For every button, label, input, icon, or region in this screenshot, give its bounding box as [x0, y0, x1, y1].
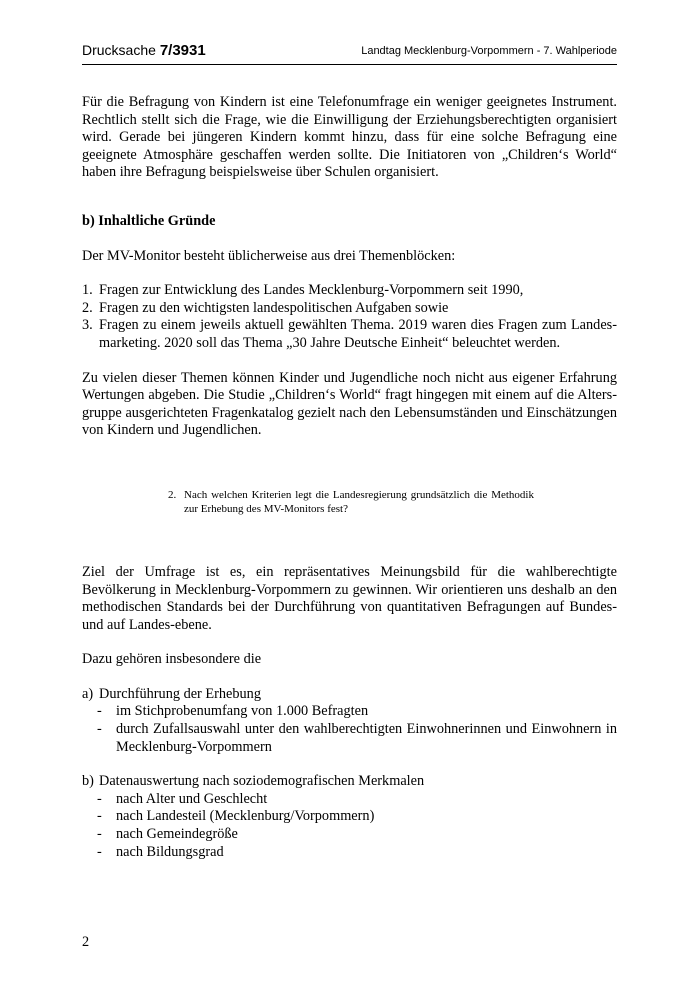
list-item: - nach Gemeindegröße [97, 826, 238, 843]
section-label: b) [82, 773, 94, 790]
answer-lead: Dazu gehören insbesondere die [82, 651, 262, 668]
document-prefix: Drucksache [82, 42, 156, 58]
list-item: - nach Alter und Geschlecht [97, 790, 268, 807]
intro-paragraph: Für die Befragung von Kindern ist eine Telefonumfrage ein weniger geeignetes Instrument. Rechtlich stellt sich die Frage, wie die Einwilligung der Erziehungsberechtigten organisiert wird. Gerade bei jüngeren Kindern kommt hinzu, dass für eine solche Befragung eine geeignete Atmosphäre geschaffen werden sollte. Die Initiatoren von „Children‘s World“ haben ihre Befragung beispielsweise über Schulen organisiert. [82, 94, 617, 181]
page-body [82, 94, 617, 861]
criteria-list-a [82, 703, 617, 756]
section-title: Durchführung der Erhebung [99, 685, 261, 702]
list-item: - durch Zufallsauswahl unter den wahlberechtigten Einwohnerinnen und Einwohnern in Mecklenburg-Vorpommern [97, 721, 617, 755]
question-text: Nach welchen Kriterien legt die Landesregierung grundsätzlich die Methodik zur Erhebung des MV-Monitors fest? [184, 488, 534, 516]
section-label: a) [82, 685, 94, 702]
list-item: - nach Bildungsgrad [97, 843, 224, 860]
question-block [168, 488, 534, 517]
answer-paragraph: Ziel der Umfrage ist es, ein repräsentatives Meinungsbild für die wahlberechtigte Bevölkerung in Mecklenburg-Vorpommern zu gewinnen. Wir orientieren uns deshalb an den methodischen Standards bei der Durchführung von quantitativen Befragungen auf Bundes- und auf Landes-ebene. [82, 563, 617, 633]
list-item: 1. Fragen zur Entwicklung des Landes Mecklenburg-Vorpommern seit 1990, [82, 282, 524, 299]
section-heading: b) Inhaltliche Gründe [82, 212, 216, 229]
document-number-value: 7/3931 [159, 42, 206, 59]
page-number: 2 [82, 934, 90, 950]
question-number: 2. [168, 488, 177, 501]
criteria-section-a [82, 686, 617, 704]
section-closing: Zu vielen dieser Themen können Kinder und Jugendliche noch nicht aus eigener Erfahrung Wertungen abgeben. Die Studie „Children‘s World“ fragt hingegen mit einem auf die Alters-gruppe ausgerichteten Fragenkatalog gezielt nach den Lebensumständen und Einschätzungen von Kindern und Jugendlichen. [82, 369, 617, 439]
list-item: - im Stichprobenumfang von 1.000 Befragten [97, 703, 369, 720]
criteria-section-b [82, 773, 617, 791]
parliament-label: Landtag Mecklenburg-Vorpommern - 7. Wahlperiode [361, 45, 617, 57]
list-item: - nach Landesteil (Mecklenburg/Vorpommern) [97, 808, 375, 825]
topic-list [82, 282, 617, 352]
list-item: 3. Fragen zu einem jeweils aktuell gewählten Thema. 2019 waren dies Fragen zum Landes-marketing. 2020 soll das Thema „30 Jahre Deutsche Einheit“ beleuchtet werden. [82, 317, 617, 351]
criteria-list-b [82, 791, 617, 861]
list-item: 2. Fragen zu den wichtigsten landespolitischen Aufgaben sowie [82, 299, 449, 316]
section-title: Datenauswertung nach soziodemografischen Merkmalen [99, 773, 425, 790]
section-lead: Der MV-Monitor besteht üblicherweise aus drei Themenblöcken: [82, 247, 456, 264]
document-number [82, 42, 206, 59]
page-header [82, 42, 617, 65]
